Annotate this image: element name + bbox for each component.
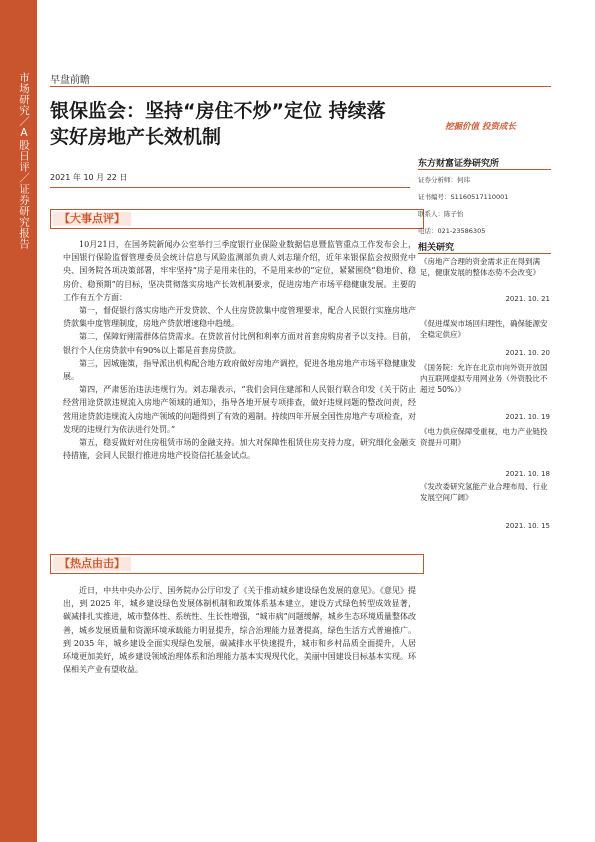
paragraph: 第四，严肃惩治违法违规行为。刘志瑞表示，“我们会同住建部和人民银行联合印发《关于防止经营用途贷款违规流入房地产领域的通知》，指导各地开展专项排查，做好违规问题的整改问责，经营用途贷款违规流入房地产领域的问题得到了有效的遏制。持续四年开展全国性房地产专项检查，对发现的违规行为依法进行处罚。” [63, 385, 416, 434]
section-label-major: 【大事点评】 [53, 212, 131, 226]
paragraph: 第五，稳妥做好对住房租赁市场的金融支持。加大对保障性租赁住房支持力度，研究细化金融支持措施，会同人民银行推进房地产投资信托基金试点。 [63, 438, 416, 461]
sidebar-band [0, 0, 37, 842]
report-date: 2021 年 10 月 22 日 [50, 173, 128, 182]
major-body [63, 238, 416, 462]
paragraph: 第三，因城施策，指导派出机构配合地方政府做好房地产调控，促进各地房地产市场平稳健康发展。 [63, 358, 416, 382]
contact-person: 联系人：陈子怡 [418, 210, 464, 218]
paragraph: 第一，督促银行落实房地产开发贷款、个人住房贷款集中度管理要求，配合人民银行实施房地产贷款集中度管理制度，房地产贷款增速稳中趋缓。 [63, 306, 416, 329]
related-rule [418, 253, 551, 254]
related-item[interactable]: 《电力供应保障受重视，电力产业链投资提升可期》 [420, 427, 548, 447]
report-category: 早盘前瞻 [50, 75, 90, 86]
date-rule [50, 187, 410, 188]
related-item-date: 2021. 10. 19 [505, 413, 550, 421]
certificate-number: 证书编号：S1160517110001 [418, 193, 509, 201]
header-rule [50, 86, 551, 87]
page-title: 银保监会：坚持“房住不炒”定位 持续落实好房地产长效机制 [50, 100, 386, 148]
section-label-hot: 【热点由击】 [53, 557, 131, 571]
related-item[interactable]: 《国务院：允许在北京市向外资开放国内互联网虚拟专用网业务（外资股比不超过 50%）》 [420, 363, 548, 394]
contact-phone: 电话：021-23586305 [418, 227, 486, 235]
related-item-date: 2021. 10. 21 [505, 295, 550, 303]
related-item[interactable]: 《促进煤炭市场回归理性，确保能源安全稳定供应》 [420, 319, 548, 339]
paragraph: 10月21日，在国务院新闻办公室举行三季度银行业保险业数据信息暨监管重点工作发布会上，中国银行保险监督管理委员会统计信息与风险监测部负责人刘志瑞介绍，近年来银保监会按照党中央、国务院各项决策部署，牢牢坚持“房子是用来住的，不是用来炒的”定位，紧紧围绕“稳地价、稳房价、稳预期”的目标，坚决贯彻落实房地产长效机制要求，促进房地产市场平稳健康发展。主要的工作有五个方面： [63, 240, 416, 302]
related-item-date: 2021. 10. 20 [505, 349, 550, 357]
related-item-date: 2021. 10. 18 [505, 470, 550, 478]
paragraph: 近日，中共中央办公厅、国务院办公厅印发了《关于推动城乡建设绿色发展的意见》。《意见》提出，到 2025 年，城乡建设绿色发展体制机制和政策体系基本建立，建设方式绿色转型成效显著，碳减排扎实推进，城市整体性、系统性、生长性增强，“城市病”问题缓解，城乡生态环境质量整体改善，城乡发展质量和资源环境承载能力明显提升，综合治理能力显著提高，绿色生活方式普遍推广。到 2035 年，城乡建设全面实现绿色发展，碳减排水平快速提升，城市和乡村品质全面提升，人居环境更加美好，城乡建设领域治理体系和治理能力基本实现现代化，美丽中国建设目标基本实现。环保相关产业有望收益。 [63, 586, 416, 675]
org-rule [418, 169, 551, 170]
section-header-hot [50, 554, 424, 574]
related-research-title: 相关研究 [418, 243, 455, 253]
section-header-major [50, 209, 424, 229]
analyst: 证券分析师：何玮 [418, 176, 470, 184]
sidebar-label: 市场研究／A股日评／证券研究报告 [18, 72, 30, 250]
slogan: 挖掘价值 投资成长 [445, 122, 516, 132]
related-item[interactable]: 《房地产合理的资金需求正在得到满足，健康发展的整体态势不会改变》 [420, 257, 540, 277]
related-item-date: 2021. 10. 15 [505, 522, 550, 530]
hot-body [63, 584, 416, 676]
paragraph: 第二，保障好刚需群体信贷需求。在贷款首付比例和利率方面对首套房购房者予以支持。目前，银行个人住房贷款中有90%以上都是首套房贷款。 [63, 332, 416, 355]
related-item[interactable]: 《发改委研究氢能产业合理布局、行业发展空间广阔》 [420, 482, 548, 502]
research-org: 东方财富证券研究所 [418, 159, 500, 169]
